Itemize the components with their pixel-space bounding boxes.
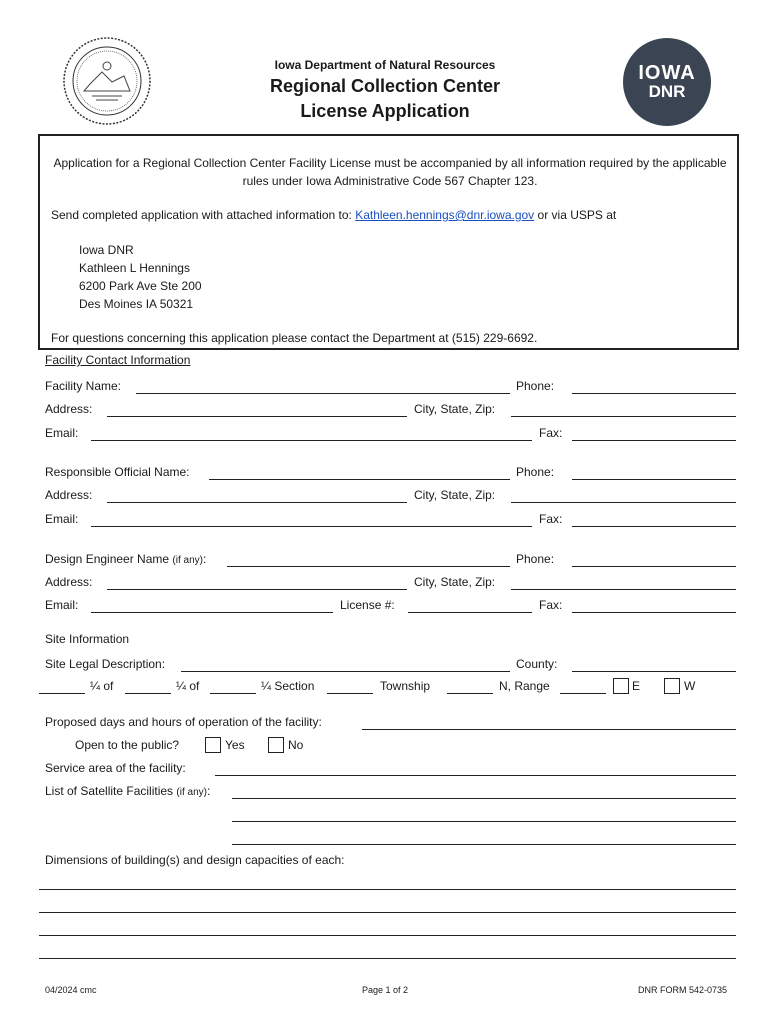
satellite-note: (if any) <box>176 787 207 798</box>
facility-phone-field[interactable] <box>572 393 736 394</box>
send-suffix: or via USPS at <box>537 208 617 222</box>
north-field[interactable] <box>447 693 493 694</box>
address-line: Des Moines IA 50321 <box>79 297 194 311</box>
engineer-fax-label: Fax: <box>539 598 563 612</box>
quarter-section-field[interactable] <box>210 693 256 694</box>
official-fax-field[interactable] <box>572 526 736 527</box>
engineer-email-field[interactable] <box>91 612 333 613</box>
quarter2-field[interactable] <box>125 693 171 694</box>
official-email-field[interactable] <box>91 526 532 527</box>
satellite-field-1[interactable] <box>232 798 736 799</box>
dimensions-field-3[interactable] <box>39 935 736 936</box>
facility-csz-label: City, State, Zip: <box>414 402 496 416</box>
engineer-fax-field[interactable] <box>572 612 736 613</box>
footer-page-number: Page 1 of 2 <box>362 985 409 995</box>
quarter1-field[interactable] <box>39 693 85 694</box>
iowa-dnr-logo <box>623 38 711 126</box>
footer-date: 04/2024 cmc <box>45 985 97 995</box>
official-fax-label: Fax: <box>539 512 563 526</box>
public-yes-label: Yes <box>225 738 245 752</box>
facility-csz-field[interactable] <box>511 416 736 417</box>
questions-contact: For questions concerning this application please contact the Department at (515) 229-6692. <box>51 331 538 345</box>
dimensions-label: Dimensions of building(s) and design capacities of each: <box>45 853 345 867</box>
operation-hours-label: Proposed days and hours of operation of the facility: <box>45 715 322 729</box>
facility-email-field[interactable] <box>91 440 532 441</box>
township-field[interactable] <box>327 693 373 694</box>
open-public-label: Open to the public? <box>75 738 180 752</box>
engineer-csz-field[interactable] <box>511 589 736 590</box>
site-legal-label: Site Legal Description: <box>45 657 166 671</box>
satellite-label <box>45 784 210 800</box>
service-area-field[interactable] <box>215 775 736 776</box>
facility-name-label: Facility Name: <box>45 379 122 393</box>
facility-fax-label: Fax: <box>539 426 563 440</box>
quarter-section-label: ¼ Section <box>261 679 315 693</box>
facility-name-field[interactable] <box>136 393 510 394</box>
range-label: N, Range <box>499 679 550 693</box>
site-county-label: County: <box>516 657 558 671</box>
send-prefix: Send completed application with attached information to: <box>51 208 352 222</box>
east-checkbox[interactable] <box>613 678 629 694</box>
footer-form-number: DNR FORM 542-0735 <box>638 985 728 995</box>
operation-hours-field[interactable] <box>362 729 736 730</box>
engineer-name-note: (if any) <box>172 555 203 566</box>
site-county-field[interactable] <box>572 671 736 672</box>
facility-address-label: Address: <box>45 402 93 416</box>
dimensions-field-4[interactable] <box>39 958 736 959</box>
public-no-label: No <box>288 738 304 752</box>
facility-address-field[interactable] <box>107 416 407 417</box>
service-area-label: Service area of the facility: <box>45 761 186 775</box>
facility-fax-field[interactable] <box>572 440 736 441</box>
facility-email-label: Email: <box>45 426 79 440</box>
east-label: E <box>632 679 641 693</box>
address-line: 6200 Park Ave Ste 200 <box>79 279 202 293</box>
official-name-label: Responsible Official Name: <box>45 465 190 479</box>
engineer-phone-field[interactable] <box>572 566 736 567</box>
contact-email-link[interactable]: Kathleen.hennings@dnr.iowa.gov <box>355 208 535 222</box>
facility-section-title: Facility Contact Information <box>45 353 191 367</box>
logo-text-bottom: DNR <box>648 82 686 101</box>
satellite-field-2[interactable] <box>232 821 736 822</box>
official-phone-field[interactable] <box>572 479 736 480</box>
instructions-paragraph: Application for a Regional Collection Center Facility License must be accompanied by all information required by the applicable rules under Iowa Administrative Code 567 Chapter 123. <box>53 156 727 188</box>
engineer-email-label: Email: <box>45 598 79 612</box>
send-instructions <box>51 208 616 222</box>
west-label: W <box>684 679 696 693</box>
quarter1-label: ¼ of <box>90 679 114 693</box>
engineer-name-text: Design Engineer Name <box>45 552 170 566</box>
township-label: Township <box>380 679 431 693</box>
dimensions-field-2[interactable] <box>39 912 736 913</box>
official-address-field[interactable] <box>107 502 407 503</box>
engineer-license-label: License #: <box>340 598 395 612</box>
public-yes-checkbox[interactable] <box>205 737 221 753</box>
site-legal-field[interactable] <box>181 671 510 672</box>
official-csz-field[interactable] <box>511 502 736 503</box>
official-email-label: Email: <box>45 512 79 526</box>
official-phone-label: Phone: <box>516 465 555 479</box>
quarter2-label: ¼ of <box>176 679 200 693</box>
engineer-address-field[interactable] <box>107 589 407 590</box>
west-checkbox[interactable] <box>664 678 680 694</box>
form-title-line1: Regional Collection Center <box>269 76 501 96</box>
engineer-name-label <box>45 552 206 568</box>
satellite-colon: : <box>206 784 211 798</box>
engineer-name-field[interactable] <box>227 566 510 567</box>
address-line: Kathleen L Hennings <box>79 261 190 275</box>
dimensions-field-1[interactable] <box>39 889 736 890</box>
satellite-field-3[interactable] <box>232 844 736 845</box>
department-name: Iowa Department of Natural Resources <box>274 58 496 72</box>
form-title-line2: License Application <box>300 101 470 121</box>
engineer-name-colon: : <box>202 552 207 566</box>
range-field[interactable] <box>560 693 606 694</box>
public-no-checkbox[interactable] <box>268 737 284 753</box>
engineer-license-field[interactable] <box>408 612 532 613</box>
facility-phone-label: Phone: <box>516 379 555 393</box>
engineer-phone-label: Phone: <box>516 552 555 566</box>
engineer-csz-label: City, State, Zip: <box>414 575 496 589</box>
official-csz-label: City, State, Zip: <box>414 488 496 502</box>
site-section-title: Site Information <box>45 632 130 646</box>
official-name-field[interactable] <box>209 479 510 480</box>
logo-text-top: IOWA <box>638 62 696 84</box>
satellite-label-text: List of Satellite Facilities <box>45 784 174 798</box>
address-line: Iowa DNR <box>79 243 134 257</box>
engineer-address-label: Address: <box>45 575 93 589</box>
official-address-label: Address: <box>45 488 93 502</box>
